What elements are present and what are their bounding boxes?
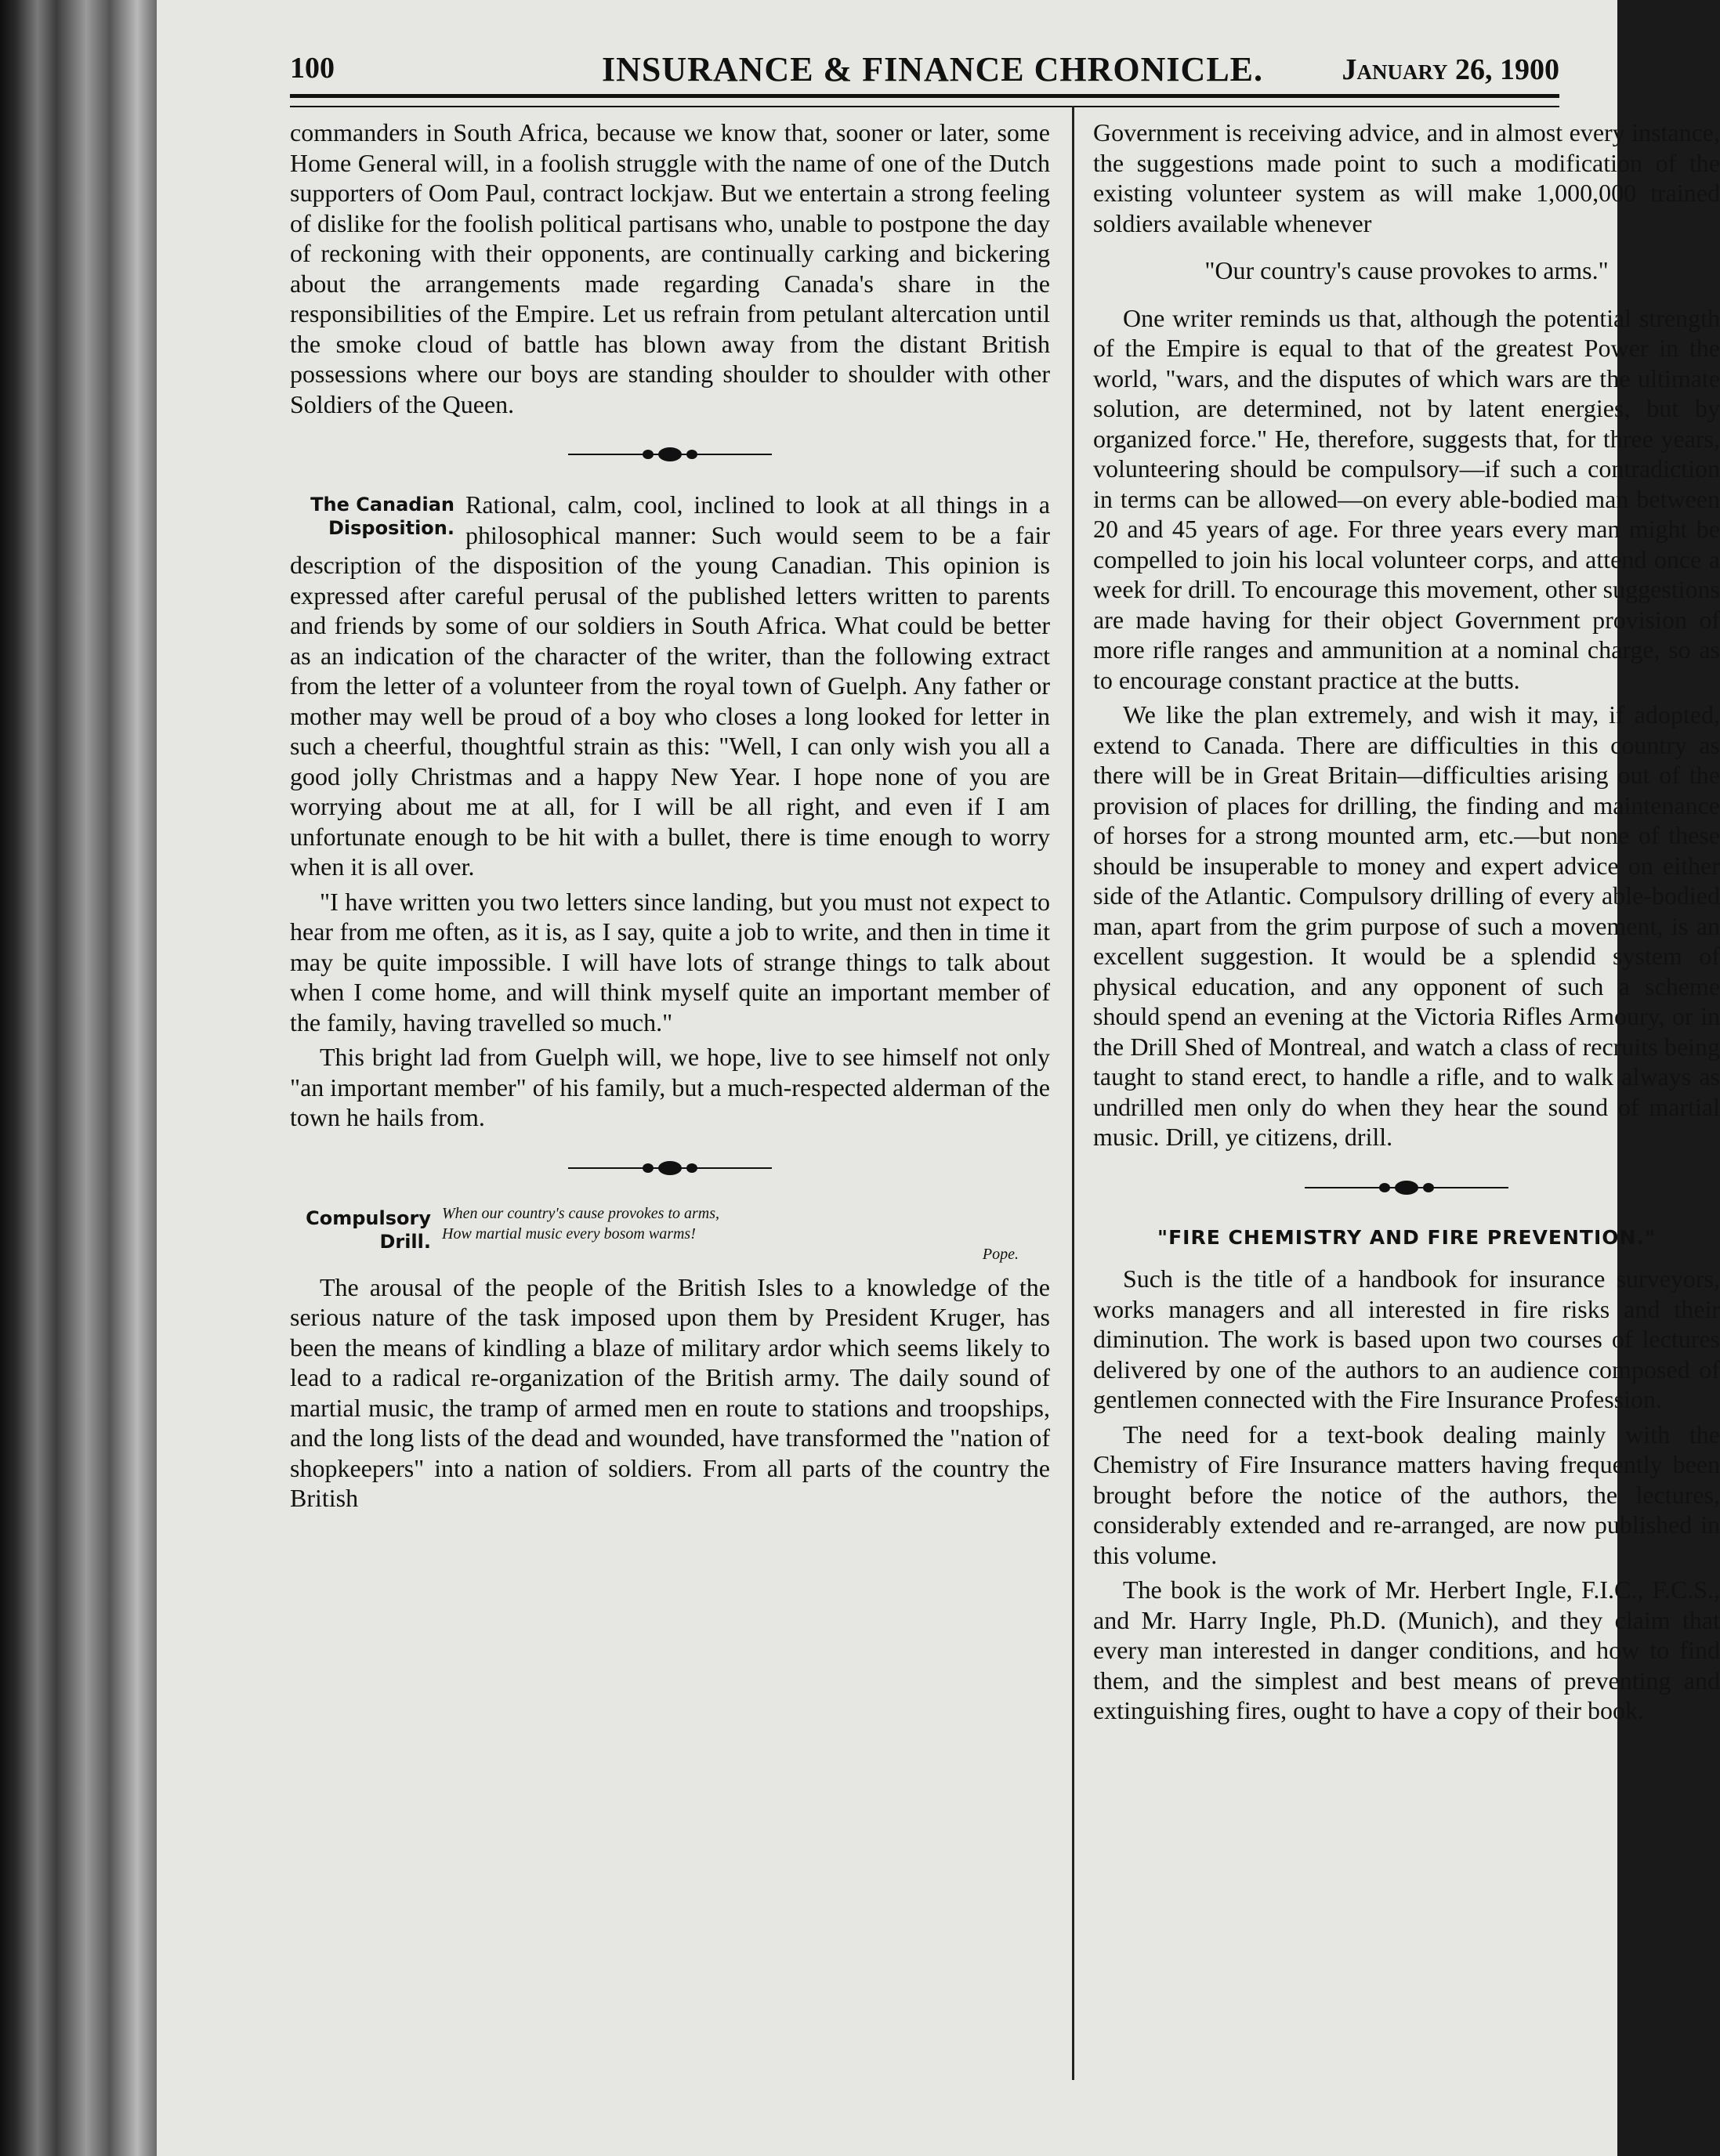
paragraph: The arousal of the people of the British Isles to a knowledge of the serious nature of the task imposed upon them by President Kruger, has been the means of kindling a blaze of military ardor which seems likely to lead to a radical re-organization of the British army. The daily sound of martial music, the tramp of armed men en route to stations and troopships, and the long lists of the dead and wounded, have transformed the "nation of shopkeepers" into a nation of soldiers. From all parts of the country the British: [290, 1272, 1050, 1512]
section-ornament: [568, 443, 772, 466]
left-column: [290, 118, 1050, 1518]
right-column: [1093, 118, 1720, 1731]
article-compulsory-drill: [290, 1203, 1050, 1514]
paragraph: The need for a text-book dealing mainly with the Chemistry of Fire Insurance matters having frequently been brought before the notice of the authors, the lectures, considerably extended and re-arranged, are now published in this volume.: [1093, 1420, 1720, 1569]
paragraph: Government is receiving advice, and in almost every instance, the suggestions made point to such a modification of the existing volunteer system as will make 1,000,000 trained soldiers available whenever: [1093, 118, 1720, 237]
quoted-line: "Our country's cause provokes to arms.": [1204, 256, 1609, 284]
section-ornament: [568, 1156, 772, 1180]
epigraph-author: Pope.: [982, 1245, 1019, 1263]
side-heading-canadian-disposition: The Canadian Disposition.: [310, 494, 454, 539]
paragraph: We like the plan extremely, and wish it may, if adopted, extend to Canada. There are difficulties in this country as there will be in Great Britain—difficulties arising out of the provision of places for drilling, the finding and maintenance of horses for a strong mounted arm, etc.—but none of these should be insuperable to money and expert advice on either side of the Atlantic. Compulsory drilling of every able-bodied man, apart from the grim purpose of such a movement, is an excellent suggestion. It would be a splendid system of physical education, and any opponent of such a scheme should spend an evening at the Victoria Rifles Armoury, or in the Drill Shed of Montreal, and watch a class of recruits being taught to stand erect, to handle a rifle, and to walk always as undrilled men only do when they hear the sound of martial music. Drill, ye citizens, drill.: [1093, 700, 1720, 1151]
epigraph: When our country's cause provokes to arms, How martial music every bosom warms! Pope.: [290, 1203, 1050, 1264]
section-title: "FIRE CHEMISTRY AND FIRE PREVENTION.": [1157, 1225, 1656, 1249]
page-number: 100: [290, 52, 335, 85]
paragraph: Rational, calm, cool, inclined to look at all things in a philosophical manner: Such would seem to be a fair description of the disposition of the young Canadian. This opinion is expressed after careful perusal of the published letters written to parents and friends by some of our soldiers in South Africa. What could be better as an indication of the character of the writer, than the following extract from the letter of a volunteer from the royal town of Guelph. Any father or mother may well be proud of a boy who closes a long looked for letter in such a cheerful, thoughtful strain as this: "Well, I can only wish you all a good jolly Christmas and a happy New Year. I hope none of you are worrying about me at all, for I will be all right, and even if I am unfortunate enough to be hit with a bullet, there is time enough to worry when it is all over.: [290, 490, 1050, 881]
issue-date: January 26, 1900: [1342, 53, 1559, 86]
article-canadian-disposition: [290, 490, 1050, 1133]
section-ornament: [1305, 1176, 1508, 1199]
intro-paragraph: commanders in South Africa, because we know that, sooner or later, some Home General will, in a foolish struggle with the name of one of the Dutch supporters of Oom Paul, contract lockjaw. But we entertain a strong feeling of dislike for the foolish political partisans who, unable to postpone the day of reckoning with their opponents, are continually carking and bickering about the arrangements made regarding Canada's share in the responsibilities of the Empire. Let us refrain from petulant altercation until the smoke cloud of battle has blown away from the distant British possessions where our boys are standing shoulder to shoulder with other Soldiers of the Queen.: [290, 118, 1050, 418]
paragraph: The book is the work of Mr. Herbert Ingle, F.I.C., F.C.S., and Mr. Harry Ingle, Ph.D. (Munich), and they claim that every man interested in danger conditions, and how to find them, and the simplest and best means of preventing and extinguishing fires, ought to have a copy of their book.: [1093, 1575, 1720, 1724]
newspaper-page: [157, 0, 1720, 2156]
header-rule: [290, 94, 1559, 107]
running-header: [290, 43, 1575, 98]
side-heading-compulsory-drill: Compulsory Drill.: [306, 1206, 431, 1253]
paragraph: This bright lad from Guelph will, we hope, live to see himself not only "an important member" of his family, but a much-respected alderman of the town he hails from.: [290, 1043, 1050, 1131]
journal-title: INSURANCE & FINANCE CHRONICLE.: [601, 50, 1264, 89]
column-divider: [1072, 106, 1074, 2080]
article-fire-chemistry: [1093, 1223, 1720, 1726]
paragraph: One writer reminds us that, although the potential strength of the Empire is equal to that of the greatest Power in the world, "wars, and the disputes of which wars are the ultimate solution, are determined, not by latent energies, but by organized force." He, therefore, suggests that, for three years, volunteering should be compulsory—if such a contradiction in terms can be allowed—on every able-bodied man between 20 and 45 years of age. For three years every man might be compelled to join his local volunteer corps, and attend once a week for drill. To encourage this movement, other suggestions are made having for their object Government provision of more rifle ranges and ammunition at a nominal charge, so as to encourage constant practice at the butts.: [1093, 303, 1720, 694]
paragraph: "I have written you two letters since landing, but you must not expect to hear from me often, as it is, as I say, quite a job to write, and then in time it may be quite impossible. I will have lots of strange things to talk about when I come home, and will think myself quite an important member of the family, having travelled so much.": [290, 887, 1050, 1036]
book-binding-edge: [0, 0, 157, 2156]
paragraph: Such is the title of a handbook for insurance surveyors, works managers and all interested in fire risks and their diminution. The work is based upon two courses of lectures delivered by one of the authors to an audience composed of gentlemen connected with the Fire Insurance Profession.: [1093, 1264, 1720, 1413]
